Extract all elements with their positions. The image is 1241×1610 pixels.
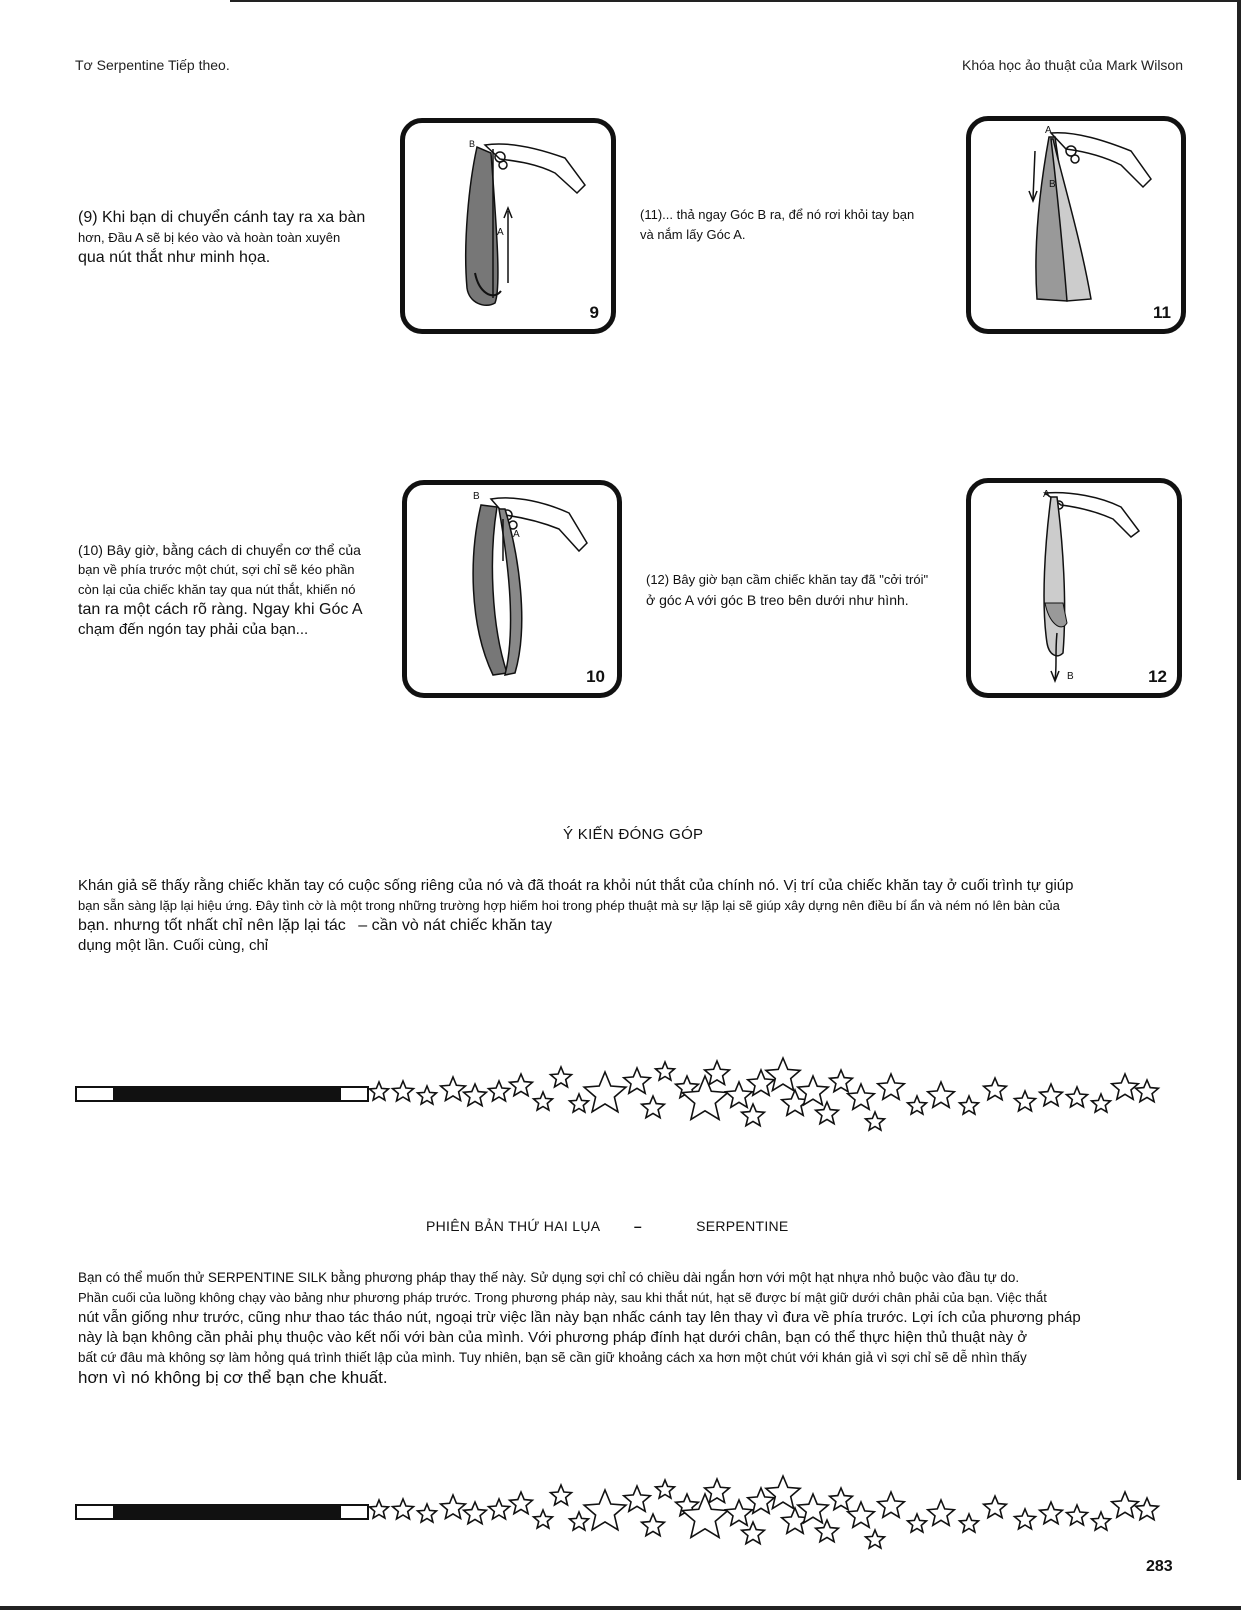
step-11-caption (640, 205, 960, 245)
star-icon (984, 1078, 1007, 1100)
section-title-comments: Ý KIẾN ĐÓNG GÓP (563, 826, 704, 843)
caption-line: ở góc A với góc B treo bên dưới như hình. (646, 592, 909, 608)
star-icon (464, 1084, 487, 1106)
running-header-right: Khóa học ảo thuật của Mark Wilson (962, 57, 1184, 73)
star-icon (642, 1096, 665, 1118)
caption-line: (10) Bây giờ, bằng cách di chuyển cơ thể của (78, 542, 361, 558)
corner-b-label: B (473, 491, 480, 502)
paragraph-line-part: bạn. nhưng tốt nhất chỉ nên lặp lại tác (78, 917, 346, 934)
star-icon (441, 1077, 466, 1101)
star-icon (551, 1067, 572, 1087)
star-icon (393, 1499, 414, 1519)
star-icon (742, 1104, 765, 1126)
illustration-panel-10 (402, 480, 622, 698)
silk-hand-illustration (971, 121, 1181, 329)
star-icon (830, 1070, 853, 1092)
corner-a-label: A (497, 227, 504, 238)
caption-line: còn lại của chiếc khăn tay qua nút thắt, khiến nó (78, 582, 356, 597)
illustration-panel-12 (966, 478, 1182, 698)
star-icon (584, 1490, 626, 1530)
caption-line: hơn, Đầu A sẽ bị kéo vào và hoàn toàn xuyên (78, 230, 341, 245)
star-icon (534, 1092, 553, 1110)
right-rule (1237, 0, 1241, 1480)
star-icon (726, 1500, 753, 1525)
star-icon (1067, 1087, 1088, 1107)
star-icon (624, 1068, 651, 1093)
paragraph-line (78, 916, 1188, 936)
divider-bar (75, 1504, 369, 1520)
star-icon (642, 1514, 665, 1536)
star-icon (464, 1502, 487, 1524)
star-icon (960, 1096, 979, 1114)
caption-line: chạm đến ngón tay phải của bạn... (78, 621, 309, 638)
star-divider (75, 1470, 1185, 1580)
star-icon (551, 1485, 572, 1505)
star-icon (510, 1492, 533, 1514)
caption-line: tan ra một cách rõ ràng. Ngay khi Góc A (78, 601, 363, 618)
step-12-caption (646, 570, 966, 610)
star-icon (489, 1081, 510, 1101)
paragraph-line: Bạn có thể muốn thử SERPENTINE SILK bằng phương pháp thay thế này. Sử dụng sợi chỉ có chiều dài ngắn hơn với một hạt nhựa nhỏ buộc vào đầu tự do. (78, 1270, 1020, 1285)
paragraph-line: này là bạn không cần phải phụ thuộc vào kết nối với bàn của mình. Với phương pháp đính hạt dưới chân, bạn có thể thực hiện thủ thuật này ở (78, 1329, 1028, 1346)
section-title-second-version (426, 1218, 789, 1234)
paragraph-line: Khán giả sẽ thấy rằng chiếc khăn tay có cuộc sống riêng của nó và đã thoát ra khỏi nút thắt của chính nó. Vị trí của chiếc khăn tay ở cuối trình tự giúp (78, 877, 1074, 894)
star-icon (908, 1514, 927, 1532)
star-icon (705, 1061, 730, 1085)
star-icon (393, 1081, 414, 1101)
star-icon (866, 1530, 885, 1548)
star-icon (726, 1082, 753, 1107)
star-icon (866, 1112, 885, 1130)
step-9-caption (78, 208, 398, 268)
silk-hand-illustration (407, 485, 617, 693)
illustration-panel-9 (400, 118, 616, 334)
star-icon (705, 1479, 730, 1503)
star-icon (534, 1510, 553, 1528)
corner-a-label: A (1045, 125, 1052, 136)
caption-line: (9) Khi bạn di chuyển cánh tay ra xa bàn (78, 209, 366, 226)
panel-number: 12 (1148, 667, 1167, 686)
caption-line: (12) Bây giờ bạn cầm chiếc khăn tay đã "cởi trói" (646, 572, 929, 587)
star-icon (878, 1492, 905, 1517)
caption-line: (11)... thả ngay Góc B ra, để nó rơi khỏi tay bạn (640, 207, 915, 222)
star-icon (848, 1084, 875, 1109)
caption-line: qua nút thắt như minh họa. (78, 249, 271, 266)
corner-b-label: B (1049, 179, 1056, 190)
star-icon (766, 1058, 800, 1091)
star-icon (1112, 1074, 1139, 1099)
star-icon (960, 1514, 979, 1532)
star-icon (742, 1522, 765, 1544)
star-icon (1040, 1084, 1063, 1106)
star-icon (848, 1502, 875, 1527)
star-icon (816, 1520, 839, 1542)
star-icon (1015, 1091, 1036, 1111)
paragraph-line: dụng một lần. Cuối cùng, chỉ (78, 937, 269, 954)
star-icon (656, 1480, 675, 1498)
star-icon (656, 1062, 675, 1080)
star-icon (441, 1495, 466, 1519)
step-10-caption (78, 540, 398, 640)
star-icon (370, 1082, 389, 1100)
page-number: 283 (1146, 1558, 1173, 1575)
star-icon (370, 1500, 389, 1518)
star-icon (418, 1086, 437, 1104)
star-icon (766, 1476, 800, 1509)
panel-number: 9 (589, 303, 599, 322)
star-icon (418, 1504, 437, 1522)
star-icon (1112, 1492, 1139, 1517)
second-version-paragraph (78, 1268, 1188, 1388)
corner-a-label: A (1043, 489, 1050, 500)
stars-decoration (365, 1470, 1165, 1580)
panel-number: 10 (586, 667, 605, 686)
star-icon (878, 1074, 905, 1099)
star-icon (908, 1096, 927, 1114)
running-header-left: Tơ Serpentine Tiếp theo. (75, 57, 230, 73)
star-icon (1067, 1505, 1088, 1525)
star-icon (830, 1488, 853, 1510)
star-icon (1040, 1502, 1063, 1524)
illustration-panel-11 (966, 116, 1186, 334)
paragraph-line: nút vẫn giống như trước, cũng như thao tác tháo nút, ngoại trừ việc lần này bạn nhấc cánh tay lên thay vì đưa về phía trước. Lợi ích của phương pháp (78, 1309, 1081, 1326)
paragraph-line-part: – cần vò nát chiếc khăn tay (358, 917, 553, 934)
star-icon (816, 1102, 839, 1124)
caption-line: bạn về phía trước một chút, sợi chỉ sẽ kéo phần (78, 562, 355, 577)
star-divider (75, 1052, 1185, 1162)
star-icon (984, 1496, 1007, 1518)
comments-paragraph (78, 876, 1188, 956)
star-icon (510, 1074, 533, 1096)
panel-number: 11 (1153, 303, 1171, 322)
corner-b-label: B (1067, 671, 1074, 682)
caption-line: và nắm lấy Góc A. (640, 227, 746, 242)
silk-hand-illustration (405, 123, 611, 329)
corner-a-label: A (513, 529, 520, 540)
paragraph-line: bất cứ đâu mà không sợ làm hỏng quá trình thiết lập của mình. Tuy nhiên, bạn sẽ cần giữ khoảng cách xa hơn một chút với khán giả vì sợi chỉ sẽ dễ nhìn thấy (78, 1350, 1027, 1365)
title-right: SERPENTINE (696, 1218, 789, 1234)
paragraph-line: hơn vì nó không bị cơ thể bạn che khuất. (78, 1368, 388, 1387)
star-icon (624, 1486, 651, 1511)
silk-hand-illustration (971, 483, 1177, 693)
divider-bar (75, 1086, 369, 1102)
star-icon (928, 1082, 955, 1107)
star-icon (1015, 1509, 1036, 1529)
star-icon (570, 1094, 589, 1112)
star-icon (489, 1499, 510, 1519)
star-icon (1092, 1512, 1111, 1530)
paragraph-line: bạn sẵn sàng lặp lại hiệu ứng. Đây tình cờ là một trong những trường hợp hiếm hoi trong phép thuật mà sự lặp lại sẽ giúp xây dựng nên điều bí ẩn và ném nó lên bàn của (78, 898, 1060, 913)
star-icon (570, 1512, 589, 1530)
title-left: PHIÊN BẢN THỨ HAI LỤA (426, 1218, 600, 1234)
star-icon (928, 1500, 955, 1525)
title-dash: – (633, 1218, 642, 1234)
bottom-rule (0, 1606, 1241, 1610)
stars-decoration (365, 1052, 1165, 1162)
paragraph-line: Phần cuối của luồng không chạy vào bảng như phương pháp trước. Trong phương pháp này, sau khi thắt nút, hạt sẽ được bí mật giữ dưới chân phải của bạn. Việc thắt (78, 1290, 1047, 1305)
star-icon (584, 1072, 626, 1112)
corner-b-label: B (469, 139, 476, 149)
top-rule (230, 0, 1241, 2)
star-icon (1092, 1094, 1111, 1112)
